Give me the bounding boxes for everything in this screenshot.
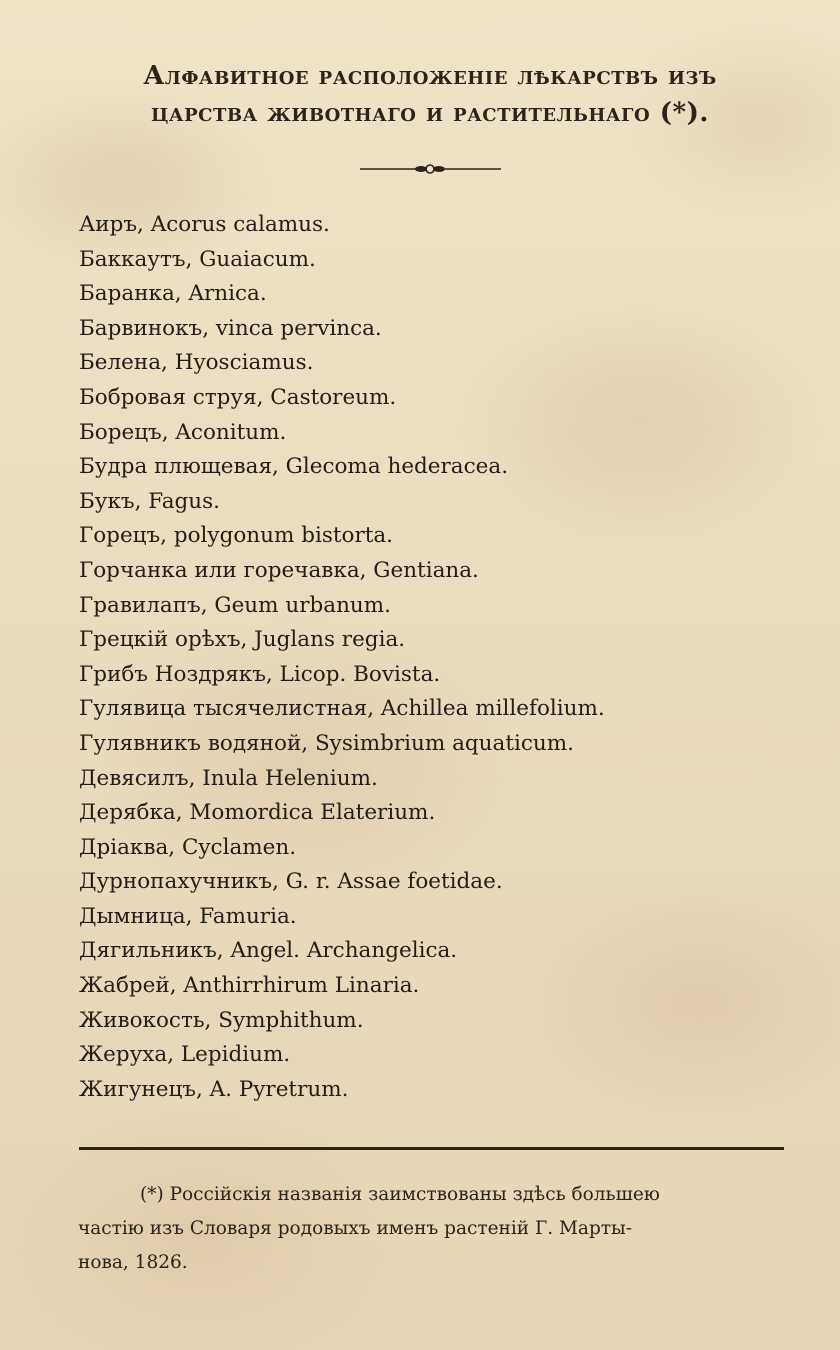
list-item: Живокость, Symphithum.	[79, 1007, 364, 1033]
list-item: Горецъ, polygonum bistorta.	[79, 523, 394, 549]
title-line-2: царства животнаго и растительнаго (*).	[151, 98, 709, 128]
list-item: Гулявица тысячелистная, Achillea millefolium.	[79, 696, 605, 722]
list-item: Горчанка или горечавка, Gentiana.	[79, 557, 479, 583]
list-item: Дымница, Famuria.	[79, 903, 297, 929]
list-item: Жеруха, Lepidium.	[79, 1042, 291, 1068]
list-item: Жигунецъ, A. Pyretrum.	[79, 1076, 349, 1102]
footnote	[78, 1178, 790, 1280]
remedy-list	[79, 208, 799, 1107]
ornament-divider-icon	[358, 160, 503, 178]
footnote-line-3: нова, 1826.	[78, 1252, 188, 1273]
list-item: Гравилапъ, Geum urbanum.	[79, 592, 391, 618]
list-item: Жабрей, Anthirrhirum Linaria.	[79, 973, 420, 999]
list-item: Грибъ Ноздрякъ, Licop. Bovista.	[79, 661, 441, 687]
list-item: Борецъ, Aconitum.	[79, 419, 287, 445]
list-item: Аиръ, Acorus calamus.	[79, 212, 330, 237]
footnote-line-2: частію изъ Словаря родовыхъ именъ растеній Г. Марты-	[78, 1218, 633, 1239]
page-title	[60, 58, 800, 132]
list-item: Белена, Hyosciamus.	[79, 350, 314, 376]
list-item: Дягильникъ, Angel. Archangelica.	[79, 938, 458, 964]
list-item: Барвинокъ, vinca pervinca.	[79, 315, 382, 341]
list-item: Дріаква, Cyclamen.	[79, 834, 297, 860]
list-item: Грецкій орѣхъ, Juglans regia.	[79, 627, 406, 653]
list-item: Будра плющевая, Glecoma hederacea.	[79, 454, 509, 480]
list-item: Девясилъ, Inula Helenium.	[79, 765, 378, 791]
footnote-line-1: (*) Россійскія названія заимствованы здѣсь большею	[140, 1184, 660, 1205]
list-item: Дерябка, Momordica Elaterium.	[79, 800, 436, 826]
title-line-1: Алфавитное расположеніе лѣкарствъ изъ	[143, 61, 717, 91]
list-item: Гулявникъ водяной, Sysimbrium aquaticum.	[79, 730, 574, 756]
list-item: Бобровая струя, Castoreum.	[79, 384, 397, 410]
list-item: Баккаутъ, Guaiacum.	[79, 246, 316, 272]
list-item: Баранка, Arnica.	[79, 281, 267, 307]
footnote-divider	[79, 1147, 784, 1150]
list-item: Букъ, Fagus.	[79, 488, 220, 514]
list-item: Дурнопахучникъ, G. r. Assae foetidae.	[79, 869, 503, 895]
